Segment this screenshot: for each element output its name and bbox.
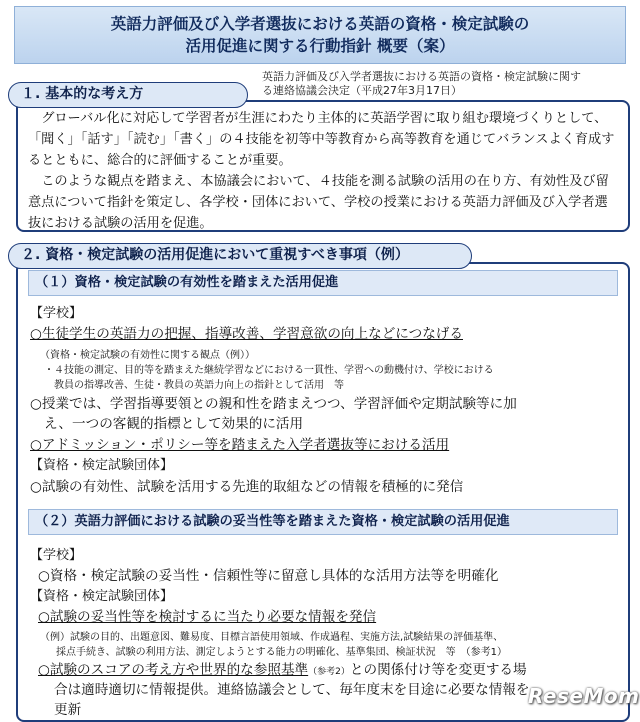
sub2-item-3-line-1 [38, 658, 527, 678]
source-line-2: る連絡協議会決定（平成27年3月17日） [262, 84, 462, 97]
sub2-item-1: ○資格・検定試験の妥当性・信頼性等に留意し具体的な活用方法等を明確化 [38, 568, 499, 584]
section2-heading: ２. 資格・検定試験の活用促進において重視すべき事項（例） [8, 243, 472, 269]
sub1-item-2-line-2: え、一つの客観的指標として効果的に活用 [44, 416, 304, 432]
sub1-item-1: ○生徒学生の英語力の把握、指導改善、学習意欲の向上などにつなげる [30, 326, 463, 342]
sub2-note-line-2: 採点手続き、試験の利用方法、測定しようとする能力の明確化、基準集団、検証状況 等 （参考1） [56, 647, 507, 658]
section1-body [16, 100, 630, 232]
title-line-1: 英語力評価及び入学者選抜における英語の資格・検定試験の [110, 15, 530, 33]
sub1-item-2-line-1: ○授業では、学習指導要領との親和性を踏まえつつ、学習評価や定期試験等に加 [30, 396, 517, 412]
sub1-item-4: ○試験の有効性、試験を活用する先進的取組などの情報を積極的に発信 [30, 479, 464, 495]
source-note [262, 70, 634, 98]
sub2-item-3-line-3: 更新 [54, 702, 82, 718]
sub2-item-3-ref: （参考2） [308, 667, 350, 677]
sub1-school-label: 【学校】 [30, 306, 83, 321]
sub2-note-line-1: （例）試験の目的、出題意図、難易度、目標言語使用領域、作成過程、実施方法,試験結果の評価基準、 [40, 632, 504, 643]
resemom-watermark: ReseMom [528, 684, 640, 708]
subsection2-heading: （２）英語力評価における試験の妥当性等を踏まえた資格・検定試験の活用促進 [28, 509, 618, 535]
document-title [14, 6, 626, 64]
section1-paragraph-2: このような観点を踏まえ、本協議会において、４技能を測る試験の活用の在り方、有効性及び留意点について指針を策定し、各学校・団体において、学校の授業における英語力評価及び入学者選抜における試験の活用を促進。 [28, 174, 609, 231]
sub1-note-line-2: 教員の指導改善、生徒・教員の英語力向上の指針として活用 等 [54, 380, 344, 391]
title-line-2: 活用促進に関する行動指針 概要（案） [185, 37, 455, 55]
sub1-org-label: 【資格・検定試験団体】 [30, 458, 174, 473]
section1-paragraph-1: グローバル化に対応して学習者が生涯にわたり主体的に英語学習に取り組む環境づくりとして、「聞く」「話す」「読む」「書く」の４技能を初等中等教育から高等教育を通じてバランスよく育成するとともに、総合的に評価することが重要。 [28, 111, 615, 168]
section1-heading: １. 基本的な考え方 [8, 82, 248, 108]
source-line-1: 英語力評価及び入学者選抜における英語の資格・検定試験に関す [262, 70, 581, 83]
sub1-note-title: （資格・検定試験の有効性に関する観点（例）） [40, 350, 255, 361]
sub2-item-3-line-2: 合は適時適切に情報提供。連絡協議会として、毎年度末を目途に必要な情報を [54, 682, 530, 698]
sub2-item-3-underlined: ○試験のスコアの考え方や世界的な参照基準 [38, 662, 309, 678]
sub1-note-line-1: ・４技能の測定、目的等を踏まえた継続学習などにおける一貫性、学習への動機付け、学校における [44, 365, 494, 376]
sub2-item-3-rest: との関係付け等を変更する場 [349, 662, 527, 678]
sub2-org-label: 【資格・検定試験団体】 [30, 589, 174, 604]
sub2-item-2: ○試験の妥当性等を検討するに当たり必要な情報を発信 [38, 609, 377, 625]
subsection1-heading: （１）資格・検定試験の有効性を踏まえた活用促進 [28, 270, 618, 296]
sub1-item-3: ○アドミッション・ポリシー等を踏まえた入学者選抜等における活用 [30, 437, 450, 453]
sub2-school-label: 【学校】 [30, 548, 83, 563]
